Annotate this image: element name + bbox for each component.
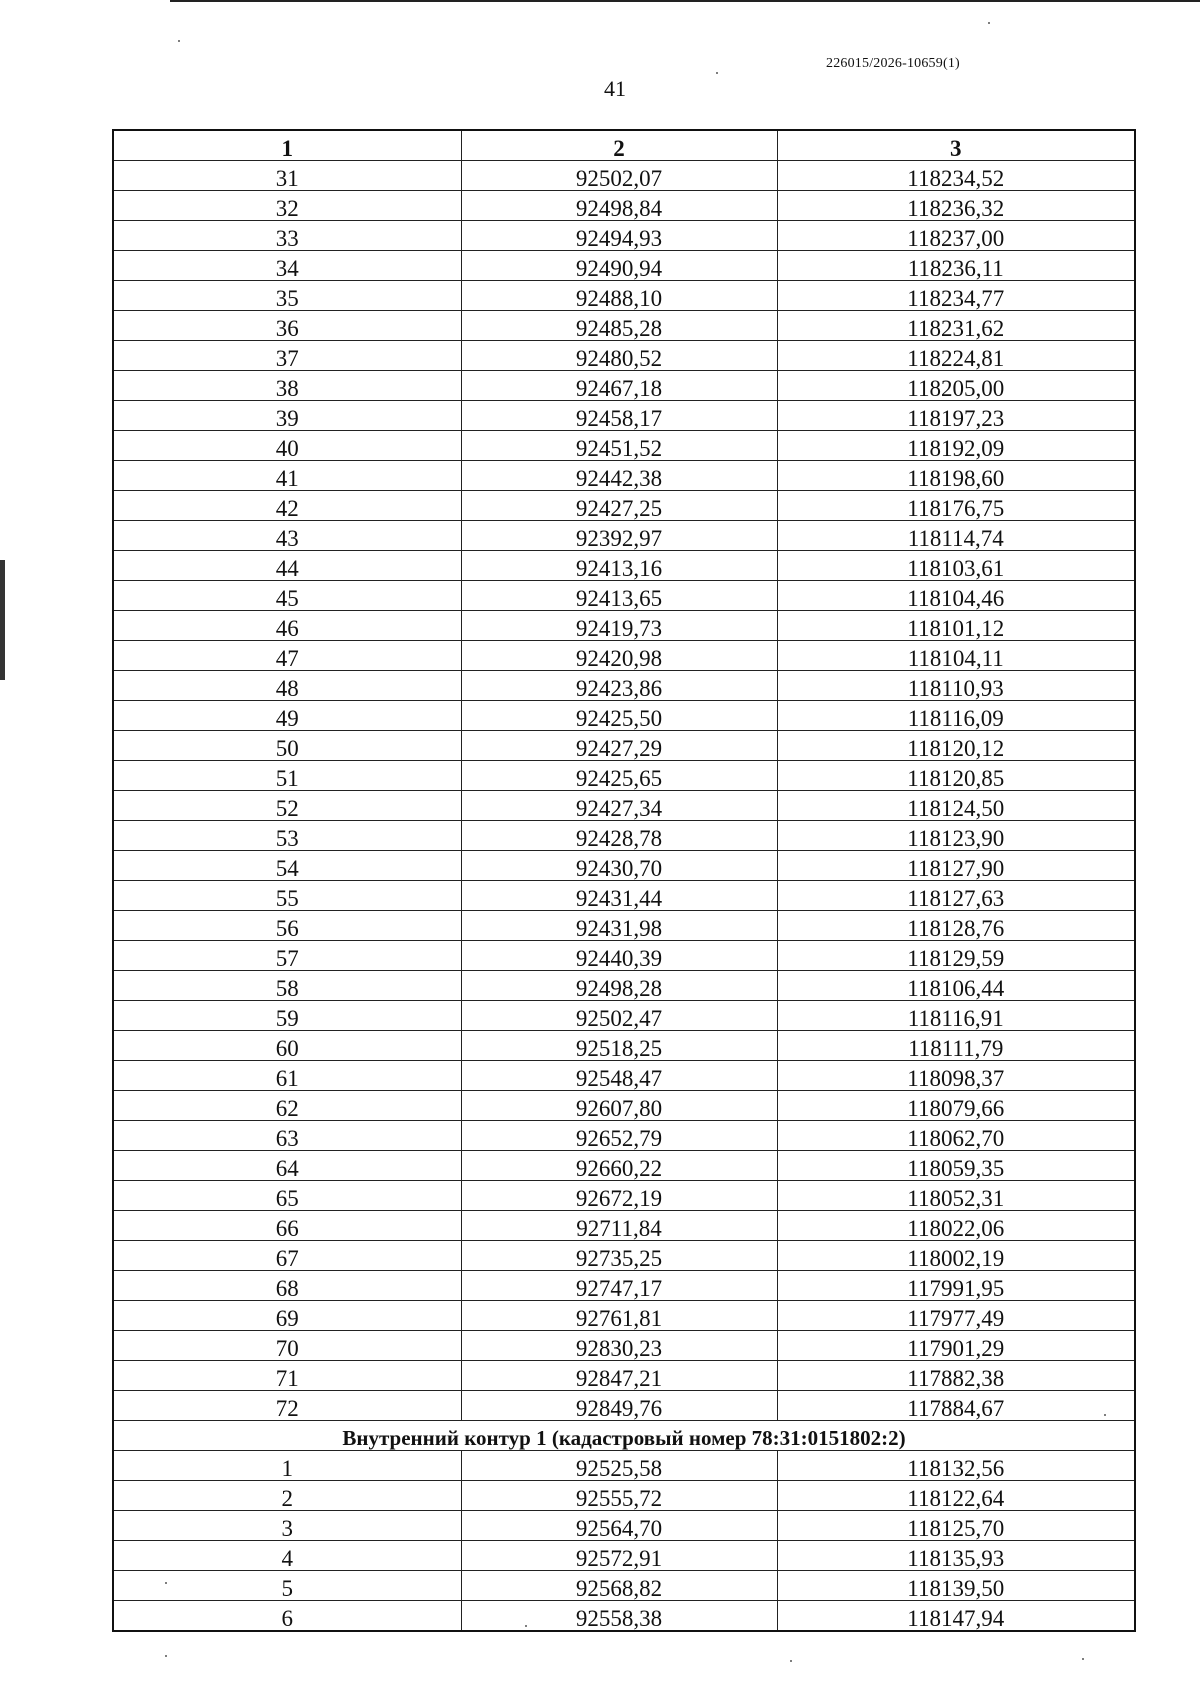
point-number-cell: 33: [113, 221, 461, 251]
y-coordinate-cell: 117901,29: [777, 1331, 1135, 1361]
table-row: [113, 1541, 1135, 1571]
point-number-cell: 54: [113, 851, 461, 881]
y-coordinate-cell: 118236,32: [777, 191, 1135, 221]
point-number-cell: 56: [113, 911, 461, 941]
column-header: 2: [461, 130, 777, 161]
table-row: [113, 641, 1135, 671]
table-row: [113, 971, 1135, 1001]
y-coordinate-cell: 118147,94: [777, 1601, 1135, 1632]
subheading-row: [113, 1421, 1135, 1451]
point-number-cell: 38: [113, 371, 461, 401]
y-coordinate-cell: 118224,81: [777, 341, 1135, 371]
x-coordinate-cell: 92431,44: [461, 881, 777, 911]
point-number-cell: 64: [113, 1151, 461, 1181]
x-coordinate-cell: 92747,17: [461, 1271, 777, 1301]
table-row: [113, 371, 1135, 401]
table-row: [113, 221, 1135, 251]
document-number: 226015/2026-10659(1): [826, 56, 960, 71]
x-coordinate-cell: 92427,25: [461, 491, 777, 521]
x-coordinate-cell: 92652,79: [461, 1121, 777, 1151]
point-number-cell: 72: [113, 1391, 461, 1421]
point-number-cell: 61: [113, 1061, 461, 1091]
point-number-cell: 65: [113, 1181, 461, 1211]
x-coordinate-cell: 92660,22: [461, 1151, 777, 1181]
y-coordinate-cell: 118234,77: [777, 281, 1135, 311]
point-number-cell: 35: [113, 281, 461, 311]
table-row: [113, 1241, 1135, 1271]
page-number: 41: [604, 76, 626, 101]
x-coordinate-cell: 92413,65: [461, 581, 777, 611]
x-coordinate-cell: 92711,84: [461, 1211, 777, 1241]
table-row: [113, 161, 1135, 191]
table-row: [113, 1211, 1135, 1241]
table-row: [113, 911, 1135, 941]
y-coordinate-cell: 118059,35: [777, 1151, 1135, 1181]
y-coordinate-cell: 118132,56: [777, 1451, 1135, 1481]
y-coordinate-cell: 118231,62: [777, 311, 1135, 341]
y-coordinate-cell: 118062,70: [777, 1121, 1135, 1151]
scan-speck: [716, 72, 718, 74]
point-number-cell: 48: [113, 671, 461, 701]
x-coordinate-cell: 92847,21: [461, 1361, 777, 1391]
y-coordinate-cell: 118114,74: [777, 521, 1135, 551]
scan-speck: [525, 1625, 527, 1627]
y-coordinate-cell: 118052,31: [777, 1181, 1135, 1211]
y-coordinate-cell: 118124,50: [777, 791, 1135, 821]
table-row: [113, 941, 1135, 971]
table-row: [113, 521, 1135, 551]
table-row: [113, 1271, 1135, 1301]
table-row: [113, 1301, 1135, 1331]
x-coordinate-cell: 92392,97: [461, 521, 777, 551]
x-coordinate-cell: 92425,65: [461, 761, 777, 791]
point-number-cell: 53: [113, 821, 461, 851]
y-coordinate-cell: 117882,38: [777, 1361, 1135, 1391]
table-row: [113, 881, 1135, 911]
table-row: [113, 251, 1135, 281]
x-coordinate-cell: 92607,80: [461, 1091, 777, 1121]
table-row: [113, 821, 1135, 851]
x-coordinate-cell: 92564,70: [461, 1511, 777, 1541]
table-row: [113, 1031, 1135, 1061]
y-coordinate-cell: 118120,12: [777, 731, 1135, 761]
x-coordinate-cell: 92518,25: [461, 1031, 777, 1061]
y-coordinate-cell: 118127,90: [777, 851, 1135, 881]
table-row: [113, 581, 1135, 611]
scan-speck: [790, 1660, 792, 1662]
x-coordinate-cell: 92761,81: [461, 1301, 777, 1331]
column-header: 3: [777, 130, 1135, 161]
binding-mark: [0, 560, 5, 680]
x-coordinate-cell: 92430,70: [461, 851, 777, 881]
scan-speck: [178, 40, 180, 42]
point-number-cell: 52: [113, 791, 461, 821]
point-number-cell: 57: [113, 941, 461, 971]
point-number-cell: 2: [113, 1481, 461, 1511]
y-coordinate-cell: 118123,90: [777, 821, 1135, 851]
table-row: [113, 1181, 1135, 1211]
y-coordinate-cell: 118198,60: [777, 461, 1135, 491]
point-number-cell: 70: [113, 1331, 461, 1361]
x-coordinate-cell: 92425,50: [461, 701, 777, 731]
x-coordinate-cell: 92525,58: [461, 1451, 777, 1481]
y-coordinate-cell: 118127,63: [777, 881, 1135, 911]
table-row: [113, 191, 1135, 221]
point-number-cell: 47: [113, 641, 461, 671]
y-coordinate-cell: 118022,06: [777, 1211, 1135, 1241]
y-coordinate-cell: 118098,37: [777, 1061, 1135, 1091]
table-row: [113, 701, 1135, 731]
point-number-cell: 45: [113, 581, 461, 611]
x-coordinate-cell: 92467,18: [461, 371, 777, 401]
point-number-cell: 60: [113, 1031, 461, 1061]
point-number-cell: 71: [113, 1361, 461, 1391]
x-coordinate-cell: 92494,93: [461, 221, 777, 251]
table-row: [113, 791, 1135, 821]
y-coordinate-cell: 118237,00: [777, 221, 1135, 251]
point-number-cell: 37: [113, 341, 461, 371]
point-number-cell: 66: [113, 1211, 461, 1241]
point-number-cell: 41: [113, 461, 461, 491]
table-row: [113, 1331, 1135, 1361]
point-number-cell: 40: [113, 431, 461, 461]
table-row: [113, 1361, 1135, 1391]
y-coordinate-cell: 118002,19: [777, 1241, 1135, 1271]
top-rule: [170, 0, 1200, 2]
y-coordinate-cell: 118103,61: [777, 551, 1135, 581]
x-coordinate-cell: 92498,84: [461, 191, 777, 221]
x-coordinate-cell: 92440,39: [461, 941, 777, 971]
table-row: [113, 281, 1135, 311]
x-coordinate-cell: 92428,78: [461, 821, 777, 851]
point-number-cell: 68: [113, 1271, 461, 1301]
x-coordinate-cell: 92485,28: [461, 311, 777, 341]
x-coordinate-cell: 92558,38: [461, 1601, 777, 1632]
point-number-cell: 5: [113, 1571, 461, 1601]
point-number-cell: 1: [113, 1451, 461, 1481]
y-coordinate-cell: 118111,79: [777, 1031, 1135, 1061]
y-coordinate-cell: 118120,85: [777, 761, 1135, 791]
table-row: [113, 611, 1135, 641]
table-row: [113, 1121, 1135, 1151]
y-coordinate-cell: 118110,93: [777, 671, 1135, 701]
table-row: [113, 1601, 1135, 1632]
x-coordinate-cell: 92442,38: [461, 461, 777, 491]
y-coordinate-cell: 118122,64: [777, 1481, 1135, 1511]
y-coordinate-cell: 118128,76: [777, 911, 1135, 941]
x-coordinate-cell: 92458,17: [461, 401, 777, 431]
point-number-cell: 3: [113, 1511, 461, 1541]
y-coordinate-cell: 117884,67: [777, 1391, 1135, 1421]
y-coordinate-cell: 118234,52: [777, 161, 1135, 191]
y-coordinate-cell: 118101,12: [777, 611, 1135, 641]
table-row: [113, 1151, 1135, 1181]
y-coordinate-cell: 118116,91: [777, 1001, 1135, 1031]
x-coordinate-cell: 92431,98: [461, 911, 777, 941]
scan-speck: [1082, 1658, 1084, 1660]
point-number-cell: 36: [113, 311, 461, 341]
point-number-cell: 62: [113, 1091, 461, 1121]
point-number-cell: 6: [113, 1601, 461, 1632]
table-row: [113, 1001, 1135, 1031]
scan-speck: [165, 1655, 167, 1657]
x-coordinate-cell: 92420,98: [461, 641, 777, 671]
y-coordinate-cell: 118104,46: [777, 581, 1135, 611]
point-number-cell: 44: [113, 551, 461, 581]
y-coordinate-cell: 118139,50: [777, 1571, 1135, 1601]
point-number-cell: 55: [113, 881, 461, 911]
table-row: [113, 1061, 1135, 1091]
y-coordinate-cell: 118205,00: [777, 371, 1135, 401]
point-number-cell: 43: [113, 521, 461, 551]
x-coordinate-cell: 92555,72: [461, 1481, 777, 1511]
y-coordinate-cell: 118125,70: [777, 1511, 1135, 1541]
point-number-cell: 4: [113, 1541, 461, 1571]
x-coordinate-cell: 92413,16: [461, 551, 777, 581]
table-row: [113, 1091, 1135, 1121]
x-coordinate-cell: 92427,29: [461, 731, 777, 761]
x-coordinate-cell: 92849,76: [461, 1391, 777, 1421]
y-coordinate-cell: 118106,44: [777, 971, 1135, 1001]
x-coordinate-cell: 92423,86: [461, 671, 777, 701]
y-coordinate-cell: 118176,75: [777, 491, 1135, 521]
point-number-cell: 32: [113, 191, 461, 221]
x-coordinate-cell: 92488,10: [461, 281, 777, 311]
x-coordinate-cell: 92498,28: [461, 971, 777, 1001]
table-row: [113, 551, 1135, 581]
x-coordinate-cell: 92735,25: [461, 1241, 777, 1271]
scan-speck: [1104, 1414, 1106, 1416]
inner-contour-heading: Внутренний контур 1 (кадастровый номер 78:31:0151802:2): [113, 1421, 1135, 1451]
scan-speck: [165, 1582, 167, 1584]
point-number-cell: 42: [113, 491, 461, 521]
y-coordinate-cell: 118129,59: [777, 941, 1135, 971]
table-row: [113, 1391, 1135, 1421]
point-number-cell: 34: [113, 251, 461, 281]
point-number-cell: 59: [113, 1001, 461, 1031]
scan-speck: [988, 22, 990, 24]
y-coordinate-cell: 118116,09: [777, 701, 1135, 731]
table-row: [113, 461, 1135, 491]
y-coordinate-cell: 118192,09: [777, 431, 1135, 461]
x-coordinate-cell: 92830,23: [461, 1331, 777, 1361]
y-coordinate-cell: 118236,11: [777, 251, 1135, 281]
table-row: [113, 851, 1135, 881]
table-row: [113, 311, 1135, 341]
table-row: [113, 1481, 1135, 1511]
table-row: [113, 431, 1135, 461]
table-row: [113, 1511, 1135, 1541]
x-coordinate-cell: 92672,19: [461, 1181, 777, 1211]
x-coordinate-cell: 92451,52: [461, 431, 777, 461]
x-coordinate-cell: 92548,47: [461, 1061, 777, 1091]
table-row: [113, 761, 1135, 791]
table-row: [113, 491, 1135, 521]
point-number-cell: 46: [113, 611, 461, 641]
table-row: [113, 731, 1135, 761]
x-coordinate-cell: 92502,47: [461, 1001, 777, 1031]
point-number-cell: 58: [113, 971, 461, 1001]
table-row: [113, 1451, 1135, 1481]
x-coordinate-cell: 92419,73: [461, 611, 777, 641]
table-row: [113, 401, 1135, 431]
table-row: [113, 1571, 1135, 1601]
x-coordinate-cell: 92480,52: [461, 341, 777, 371]
y-coordinate-cell: 118079,66: [777, 1091, 1135, 1121]
y-coordinate-cell: 118135,93: [777, 1541, 1135, 1571]
coordinates-table: [112, 129, 1136, 1632]
y-coordinate-cell: 117977,49: [777, 1301, 1135, 1331]
point-number-cell: 69: [113, 1301, 461, 1331]
x-coordinate-cell: 92502,07: [461, 161, 777, 191]
x-coordinate-cell: 92427,34: [461, 791, 777, 821]
point-number-cell: 67: [113, 1241, 461, 1271]
point-number-cell: 51: [113, 761, 461, 791]
table-row: [113, 341, 1135, 371]
point-number-cell: 31: [113, 161, 461, 191]
y-coordinate-cell: 118197,23: [777, 401, 1135, 431]
point-number-cell: 39: [113, 401, 461, 431]
x-coordinate-cell: 92568,82: [461, 1571, 777, 1601]
point-number-cell: 50: [113, 731, 461, 761]
point-number-cell: 49: [113, 701, 461, 731]
table-header-row: [113, 130, 1135, 161]
column-header: 1: [113, 130, 461, 161]
point-number-cell: 63: [113, 1121, 461, 1151]
x-coordinate-cell: 92490,94: [461, 251, 777, 281]
x-coordinate-cell: 92572,91: [461, 1541, 777, 1571]
y-coordinate-cell: 117991,95: [777, 1271, 1135, 1301]
y-coordinate-cell: 118104,11: [777, 641, 1135, 671]
table-row: [113, 671, 1135, 701]
